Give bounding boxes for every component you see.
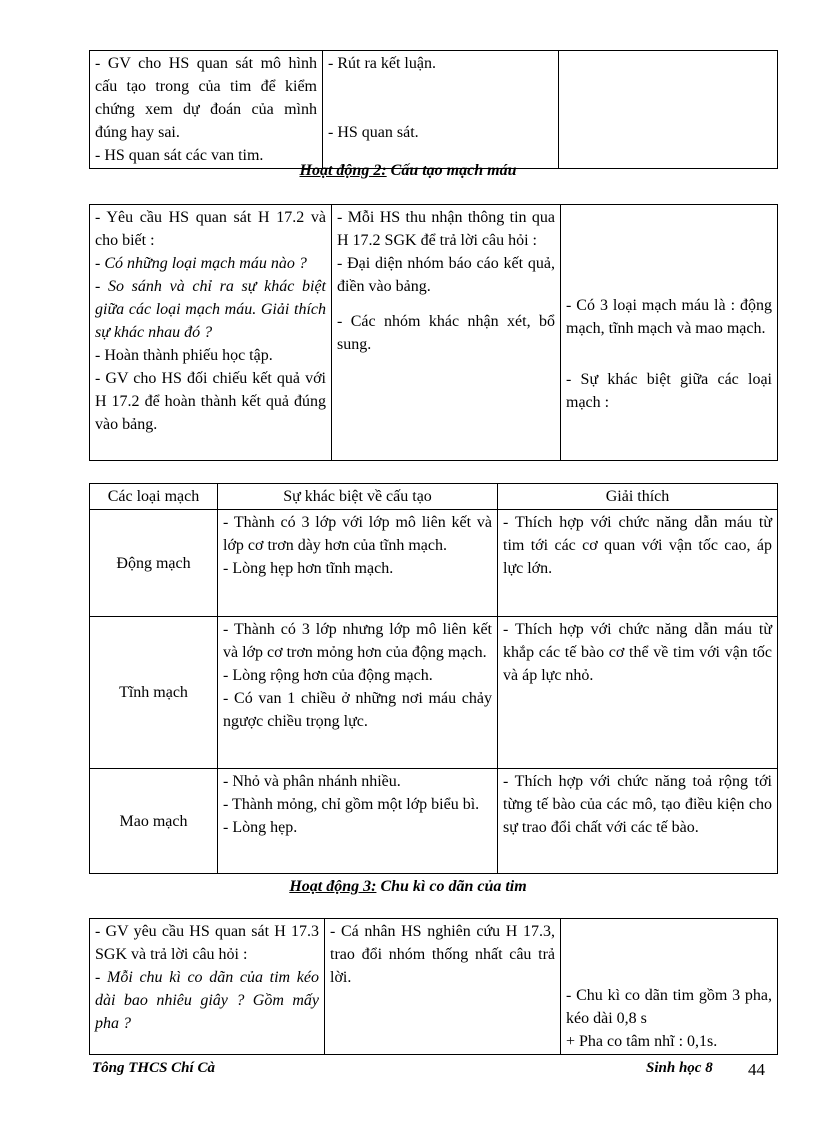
structure-text: - Lòng rộng hơn của động mạch. xyxy=(223,667,433,684)
vessel-name: Mao mạch xyxy=(90,769,218,874)
table-row xyxy=(90,617,778,769)
content-text: - Sự khác biệt giữa các loại mạch : xyxy=(566,371,772,411)
teacher-activity-cell xyxy=(90,919,325,1055)
teacher-activity-text: - Hoàn thành phiếu học tập. xyxy=(95,347,273,364)
activity3-table xyxy=(89,918,778,1055)
teacher-activity-text: - HS quan sát các van tim. xyxy=(95,147,264,164)
student-activity-text: - Các nhóm khác nhận xét, bổ sung. xyxy=(337,313,555,353)
structure-text: - Thành có 3 lớp với lớp mô liên kết và lớp cơ trơn dày hơn của tĩnh mạch. xyxy=(223,514,492,554)
student-activity-cell xyxy=(323,51,559,169)
section-heading-title: Chu kì co dãn của tim xyxy=(376,878,527,895)
student-activity-text: - Rút ra kết luận. xyxy=(328,55,436,72)
column-header: Các loại mạch xyxy=(90,484,218,510)
question-text: - Có những loại mạch máu nào ? xyxy=(95,255,307,272)
explain-cell: - Thích hợp với chức năng toả rộng tới từng tế bào của các mô, tạo điều kiện cho sự trao đổi chất với các tế bào. xyxy=(498,769,778,874)
activity2-table xyxy=(89,204,778,461)
question-text: - Mỗi chu kì co dãn của tim kéo dài bao nhiêu giây ? Gồm mấy pha ? xyxy=(95,969,319,1032)
teacher-activity-text: - Yêu cầu HS quan sát H 17.2 và cho biết : xyxy=(95,209,326,249)
student-activity-text: - Mỗi HS thu nhận thông tin qua H 17.2 SGK để trả lời câu hỏi : xyxy=(337,209,555,249)
teacher-activity-cell xyxy=(90,51,323,169)
column-header: Giải thích xyxy=(498,484,778,510)
footer-author: Tông THCS Chí Cà xyxy=(92,1060,215,1076)
section-heading-title: Cấu tạo mạch máu xyxy=(386,162,517,179)
structure-text: - Thành mỏng, chỉ gồm một lớp biểu bì. xyxy=(223,796,480,813)
teacher-activity-text: - GV cho HS đối chiếu kết quả với H 17.2 để hoàn thành kết quả đúng vào bảng. xyxy=(95,370,326,433)
explain-cell: - Thích hợp với chức năng dẫn máu từ tim tới các cơ quan với vận tốc cao, áp lực lớn. xyxy=(498,510,778,617)
footer-subject: Sinh học 8 xyxy=(646,1060,713,1076)
content-cell xyxy=(561,205,778,461)
section-heading-2 xyxy=(0,162,816,180)
column-header: Sự khác biệt về cấu tạo xyxy=(218,484,498,510)
student-activity-cell: - Cá nhân HS nghiên cứu H 17.3, trao đổi nhóm thống nhất câu trả lời. xyxy=(325,919,561,1055)
activity1-table xyxy=(89,50,778,169)
content-text: + Pha co tâm nhĩ : 0,1s. xyxy=(566,1033,718,1050)
structure-cell xyxy=(218,769,498,874)
structure-cell xyxy=(218,617,498,769)
content-cell xyxy=(561,919,778,1055)
section-heading-label: Hoạt động 3: xyxy=(289,878,377,895)
student-activity-text: - HS quan sát. xyxy=(328,124,419,141)
teacher-activity-text: - GV cho HS quan sát mô hình cấu tạo trong của tim để kiểm chứng xem dự đoán của mình đúng hay sai. xyxy=(95,55,317,141)
vessel-name: Tĩnh mạch xyxy=(90,617,218,769)
student-activity-text: - Đại diện nhóm báo cáo kết quả, điền vào bảng. xyxy=(337,255,555,295)
section-heading-3 xyxy=(0,878,816,896)
teacher-activity-cell xyxy=(90,205,332,461)
content-cell xyxy=(559,51,778,169)
structure-cell xyxy=(218,510,498,617)
content-text: - Có 3 loại mạch máu là : động mạch, tĩnh mạch và mao mạch. xyxy=(566,297,772,337)
structure-text: - Lòng hẹp. xyxy=(223,819,298,836)
question-text: - So sánh và chỉ ra sự khác biệt giữa các loại mạch máu. Giải thích sự khác nhau đó ? xyxy=(95,278,326,341)
structure-text: - Nhỏ và phân nhánh nhiều. xyxy=(223,773,401,790)
teacher-activity-text: - GV yêu cầu HS quan sát H 17.3 SGK và trả lời câu hỏi : xyxy=(95,923,319,963)
structure-text: - Thành có 3 lớp nhưng lớp mô liên kết và lớp cơ trơn mỏng hơn của động mạch. xyxy=(223,621,492,661)
vessel-comparison-table xyxy=(89,483,778,874)
structure-text: - Lòng hẹp hơn tĩnh mạch. xyxy=(223,560,394,577)
table-row xyxy=(90,769,778,874)
vessel-name: Động mạch xyxy=(90,510,218,617)
structure-text: - Có van 1 chiều ở những nơi máu chảy ngược chiều trọng lực. xyxy=(223,690,492,730)
content-text: - Chu kì co dãn tim gồm 3 pha, kéo dài 0,8 s xyxy=(566,987,772,1027)
student-activity-cell xyxy=(332,205,561,461)
explain-cell: - Thích hợp với chức năng dẫn máu từ khắp các tế bào cơ thể về tim với vận tốc và áp lực nhỏ. xyxy=(498,617,778,769)
section-heading-label: Hoạt động 2: xyxy=(299,162,387,179)
table-row xyxy=(90,510,778,617)
page-number: 44 xyxy=(748,1060,765,1079)
